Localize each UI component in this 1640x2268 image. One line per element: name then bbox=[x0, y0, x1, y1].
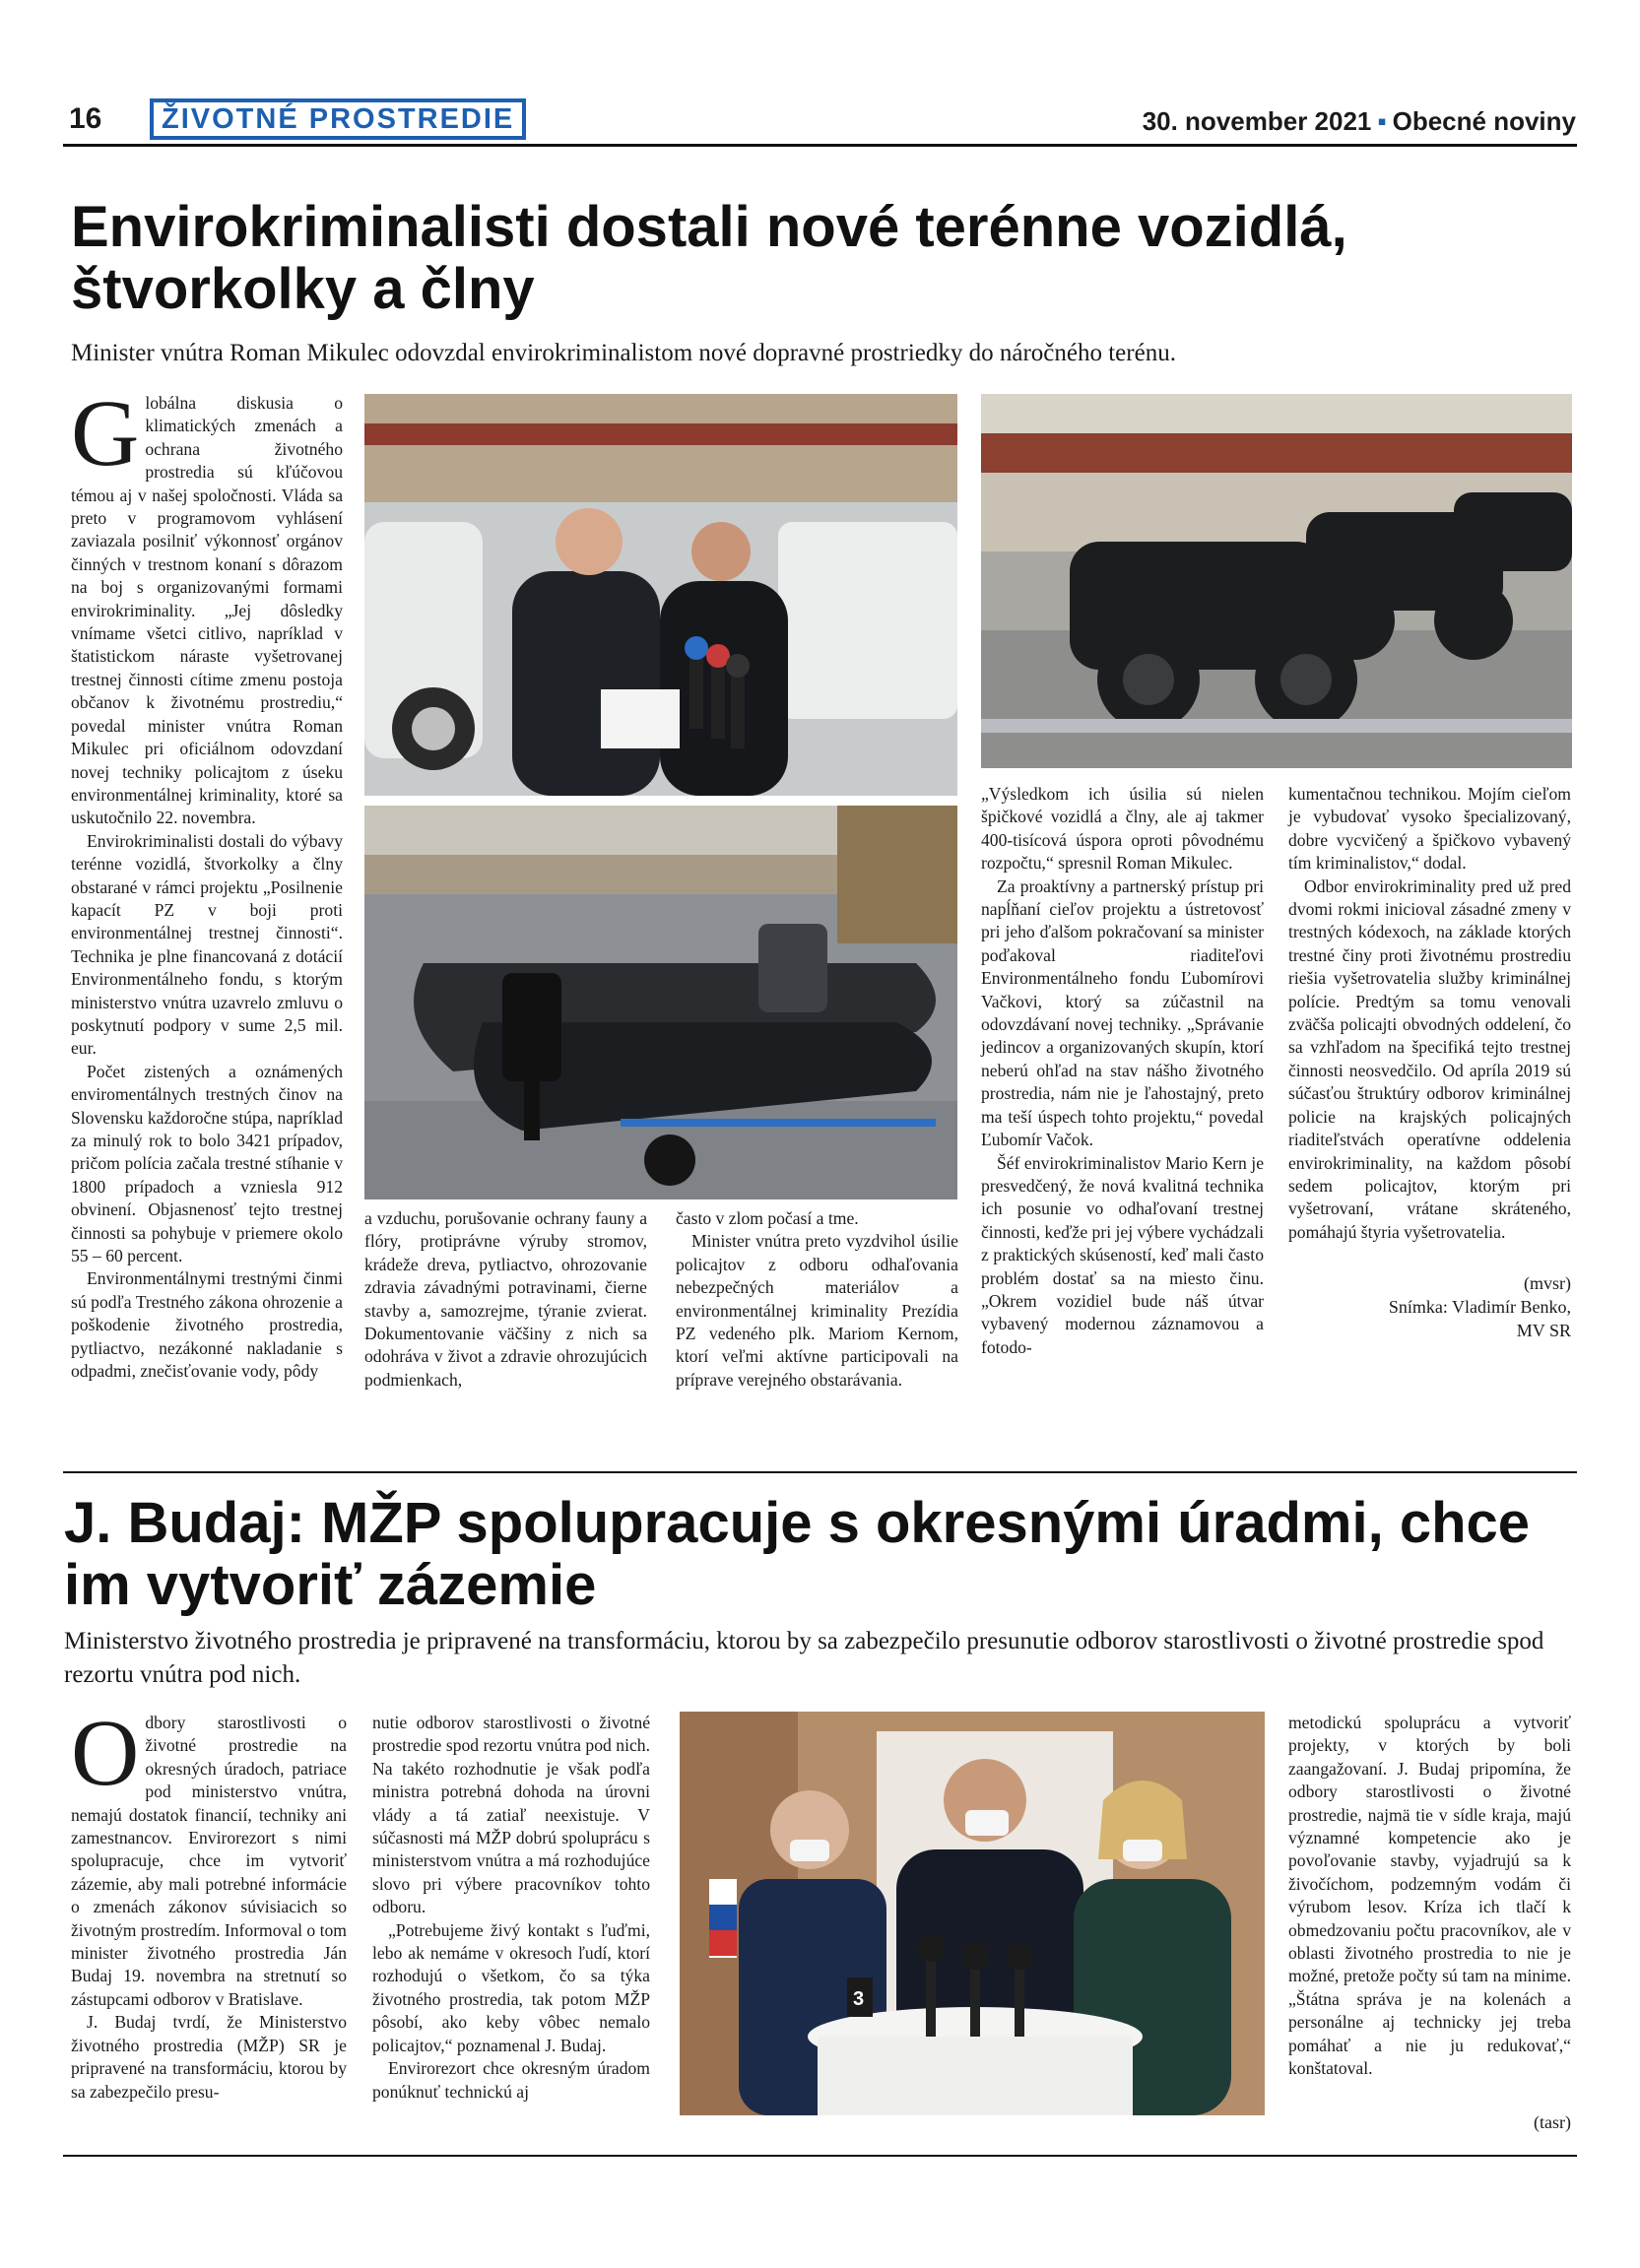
paragraph: Za proaktívny a partnerský prístup pri napĺňaní cieľov projektu a ústretovosť pri jeho ďalšom pokračovaní sa minister poďakoval riaditeľovi Environmentálneho fondu Ľubomírovi Vačkovi, ktorý sa zúčastnil na odovzdávaní novej techniky. „Správanie jedincov a organizovaných skupín, ktorí neberú ohľad na stav nášho životného prostredia, nám nie je ľahostajný, preto ma teší úspech tohto projektu,“ povedal Ľubomír Vačok. bbox=[981, 875, 1264, 1150]
paragraph: Počet zistených a oznámených enviromentálnych trestných činov na Slovensku každoročne stúpa, napríklad za minulý rok to bolo 3421 prípadov, pričom polícia začala trestné stíhanie v 1800 prípadoch a vzniesla 912 obvinení. Objasnenosť tejto trestnej činnosti sa pohybuje v priemere okolo 55 – 60 percent. bbox=[71, 1061, 343, 1266]
article2-headline: J. Budaj: MŽP spolupracuje s okresnými úradmi, chce im vytvoriť zázemie bbox=[64, 1491, 1531, 1617]
article1-signature: (mvsr) bbox=[1524, 1273, 1571, 1294]
photo-ministers-press-conference bbox=[364, 394, 957, 796]
paragraph: Odbor envirokriminality pred už pred dvomi rokmi inicioval zásadné zmeny v trestných kódexoch, na základe ktorých trestné činy proti životnému prostrediu riešia vyšetrovatelia služby kriminálnej polície. Predtým sa tomu venovali zväčša policajti obvodných oddelení, čo sa vzhľadom na špecifiká tejto trestnej činnosti neosvedčilo. Od apríla 2019 sú súčasťou štruktúry odborov kriminálnej policie na krajských policajných riaditeľstvách operatívne oddelenia envirokriminality, na každom pôsobí sedem policajtov, ktorým pri vyšetrovaní, vrátane skráteného, pomáhajú štyria vyšetrovatelia. bbox=[1288, 875, 1571, 1242]
photo-credit-line-2: MV SR bbox=[1516, 1321, 1571, 1341]
article2-lead: Ministerstvo životného prostredia je pripravené na transformáciu, ktorou by sa zabezpečilo presunutie odborov starostlivosti o životné prostredie spod rezortu vnútra pod nich. bbox=[64, 1628, 1544, 1688]
header-rule bbox=[63, 144, 1577, 147]
paragraph: Envirorezort chce okresným úradom ponúknuť technickú aj bbox=[372, 2058, 650, 2102]
paragraph: J. Budaj tvrdí, že Ministerstvo životného prostredia (MŽP) SR je pripravené na transformáciu, ktorou by sa zabezpečilo presu- bbox=[71, 2012, 347, 2102]
photo-inflatable-boats-on-trailers bbox=[364, 806, 957, 1199]
issue-date: 30. november 2021 bbox=[1142, 106, 1372, 136]
article2-column-1 bbox=[71, 1700, 347, 2104]
paragraph: lobálna diskusia o klimatických zmenách a ochrana životného prostredia sú kľúčovou témou aj v našej spoločnosti. Vláda sa preto v programovom vyhlásení zaviazala posilniť výkonnosť orgánov činných v trestnom konaní s dôrazom na boj s organizovanými formami envirokriminality. „Jej dôsledky vnímame všetci citlivo, napríklad v štatistickom náraste vyšetrovanej trestnej činnosti cítime zmenu postoja občanov k životnému prostrediu,“ povedal minister vnútra Roman Mikulec pri oficiálnom odovzdaní novej techniky policajtom z úseku environmentálnej kriminality, ktoré sa uskutočnilo 22. novembra. bbox=[71, 393, 343, 828]
issue-info bbox=[1143, 106, 1576, 137]
article1-column-5 bbox=[1288, 783, 1571, 1342]
photo-quad-bikes-row bbox=[981, 394, 1572, 768]
paragraph: nutie odborov starostlivosti o životné prostredie spod rezortu vnútra pod nich. Na takéto rozhodnutie je však podľa ministra potrebná dohoda na úrovni vlády a tá zatiaľ neexistuje. V súčasnosti má MŽP dobrú spoluprácu s ministerstvom vnútra a má rozhodujúce slovo pri výbere pracovníkov tohto odboru. bbox=[372, 1713, 650, 1917]
paragraph: Environmentálnymi trestnými činmi sú podľa Trestného zákona ohrozenie a poškodenie životného prostredia, pytliactvo, nezákonné nakladanie s odpadmi, znečisťovanie vody, pôdy bbox=[71, 1268, 343, 1382]
paragraph: „Potrebujeme živý kontakt s ľuďmi, lebo ak nemáme v okresoch ľudí, ktorí rozhodujú o všetkom, čo sa týka životného prostredia, tak potom MŽP pôsobí, ako keby vôbec nemalo policajtov,“ poznamenal J. Budaj. bbox=[372, 1919, 650, 2055]
footer-rule bbox=[63, 2155, 1577, 2157]
paragraph: metodickú spoluprácu a vytvoriť projekty, v ktorých by boli zaangažovaní. J. Budaj pripomína, že odbory starostlivosti o životné prostredie, najmä tie v sídle kraja, majú významné kompetencie ako je povoľovanie stavby, vyjadrujú sa k živočíchom, podzemným vodám či výrubom lesov. Kríza ich tlačí k obmedzovaniu počtu pracovníkov, ale v oblasti životného prostredia to nie je možné, pretože počty sú tam na minime. „Štátna správa je na kolenách a personálne aj technicky jej treba pomáhať a nie ju redukovať,“ konštatoval. bbox=[1288, 1713, 1571, 2079]
article1-column-4 bbox=[981, 783, 1264, 1359]
section-tag: ŽIVOTNÉ PROSTREDIE bbox=[150, 98, 526, 140]
article1-column-2 bbox=[364, 1207, 647, 1392]
separator: ▪ bbox=[1377, 106, 1387, 136]
photo-three-people-at-press-table bbox=[680, 1712, 1265, 2115]
article1-column-1 bbox=[71, 380, 343, 1383]
article1-headline: Envirokriminalisti dostali nové terénne vozidlá, štvorkolky a člny bbox=[71, 195, 1347, 321]
article1-lead: Minister vnútra Roman Mikulec odovzdal envirokriminalistom nové dopravné prostriedky do náročného terénu. bbox=[71, 340, 1176, 366]
dropcap: G bbox=[71, 380, 140, 486]
paragraph: kumentačnou technikou. Mojím cieľom je vybudovať vysoko špecializovaný, dobre vycvičený a špičkovo vybavený tím kriminalistov,“ dodal. bbox=[1288, 784, 1571, 874]
page-number: 16 bbox=[69, 102, 102, 135]
paragraph: často v zlom počasí a tme. bbox=[676, 1208, 859, 1228]
article2-column-3 bbox=[1288, 1712, 1571, 2134]
paragraph: Šéf envirokriminalistov Mario Kern je presvedčený, že nová kvalitná technika ich posunie vo odhaľovaní trestnej činnosti, keďže pri jej výbere vychádzali z praktických skúseností, keď mali často problém dostať sa na miesto činu. „Okrem vozidiel bude náš útvar vybavený modernou záznamovou a fotodo- bbox=[981, 1152, 1264, 1357]
paragraph: Envirokriminalisti dostali do výbavy terénne vozidlá, štvorkolky a člny obstarané v rámci projektu „Posilnenie kapacít PZ v boji proti environmentálnej trestnej činnosti“. Technika je plne financovaná z dotácií Environmentálneho fondu, s ktorým ministerstvo vnútra uzavrelo zmluvu o poskytnutí podpory v sume 2,5 mil. eur. bbox=[71, 830, 343, 1059]
publication-name: Obecné noviny bbox=[1392, 106, 1576, 136]
article2-signature: (tasr) bbox=[1534, 2111, 1571, 2132]
dropcap: O bbox=[71, 1700, 140, 1805]
paragraph: dbory starostlivosti o životné prostredie na okresných úradoch, patriace pod ministerstvo vnútra, nemajú dostatok financií, techniky ani zamestnancov. Envirorezort s nimi spolupracuje, chce im vytvoriť zázemie, aby mali potrebné informácie o zmenách zákonov súvisiacich so životným prostredím. Informoval o tom minister životného prostredia Ján Budaj 19. novembra na stretnutí so zástupcami odborov v Bratislave. bbox=[71, 1713, 347, 2009]
article-divider bbox=[63, 1471, 1577, 1473]
paragraph: „Výsledkom ich úsilia sú nielen špičkové vozidlá a člny, ale aj takmer 400-tisícová úspora oproti pôvodnému rozpočtu,“ spresnil Roman Mikulec. bbox=[981, 784, 1264, 874]
paragraph: a vzduchu, porušovanie ochrany fauny a flóry, protiprávne výruby stromov, krádeže dreva, pytliactvo, ohrozovanie zdravia závadnými potravinami, čierne stavby a, samozrejme, týranie zvierat. Dokumentovanie väčšiny z nich sa odohráva v život a zdravie ohrozujúcich podmienkach, bbox=[364, 1208, 647, 1390]
photo-credit-line-1: Snímka: Vladimír Benko, bbox=[1388, 1297, 1571, 1318]
article2-column-2 bbox=[372, 1712, 650, 2104]
mic-channel-label: 3 bbox=[853, 1988, 865, 2010]
paragraph: Minister vnútra preto vyzdvihol úsilie policajtov z odboru odhaľovania nebezpečných materiálov a environmentálnej kriminality Prezídia PZ vedeného plk. Mariom Kernom, ktorí veľmi aktívne participovali na príprave verejného obstarávania. bbox=[676, 1231, 958, 1390]
article1-column-3 bbox=[676, 1207, 958, 1392]
